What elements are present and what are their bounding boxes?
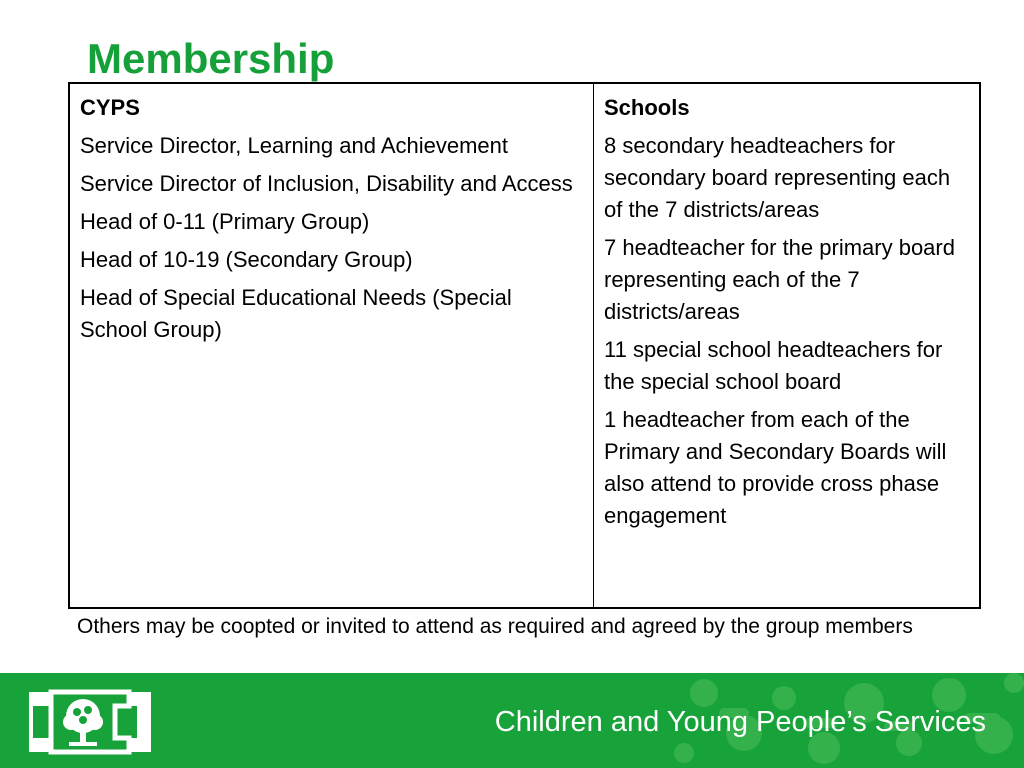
membership-table: [68, 82, 981, 609]
schools-member: 1 headteacher from each of the Primary and Secondary Boards will also attend to provide cross phase engagement: [604, 407, 947, 528]
footnote: Others may be coopted or invited to attend as required and agreed by the group members: [77, 615, 913, 638]
organisation-name: Children and Young People’s Services: [494, 706, 986, 738]
schools-member: 8 secondary headteachers for secondary board representing each of the 7 districts/areas: [604, 133, 951, 222]
slide-title: Membership: [87, 35, 335, 82]
schools-member: 7 headteacher for the primary board representing each of the 7 districts/areas: [604, 235, 955, 324]
cyps-member: Service Director of Inclusion, Disability and Access: [80, 171, 573, 196]
schools-heading: Schools: [604, 95, 690, 120]
cyps-member: Service Director, Learning and Achievement: [80, 133, 509, 158]
council-tree-logo-icon: [25, 686, 155, 758]
cyps-column: [70, 84, 594, 607]
schools-member: 11 special school headteachers for the special school board: [604, 337, 943, 394]
cyps-heading: CYPS: [80, 95, 140, 120]
schools-column: [594, 84, 979, 607]
cyps-member: Head of 0-11 (Primary Group): [80, 209, 370, 234]
cyps-member: Head of Special Educational Needs (Special School Group): [80, 285, 512, 342]
cyps-member: Head of 10-19 (Secondary Group): [80, 247, 413, 272]
